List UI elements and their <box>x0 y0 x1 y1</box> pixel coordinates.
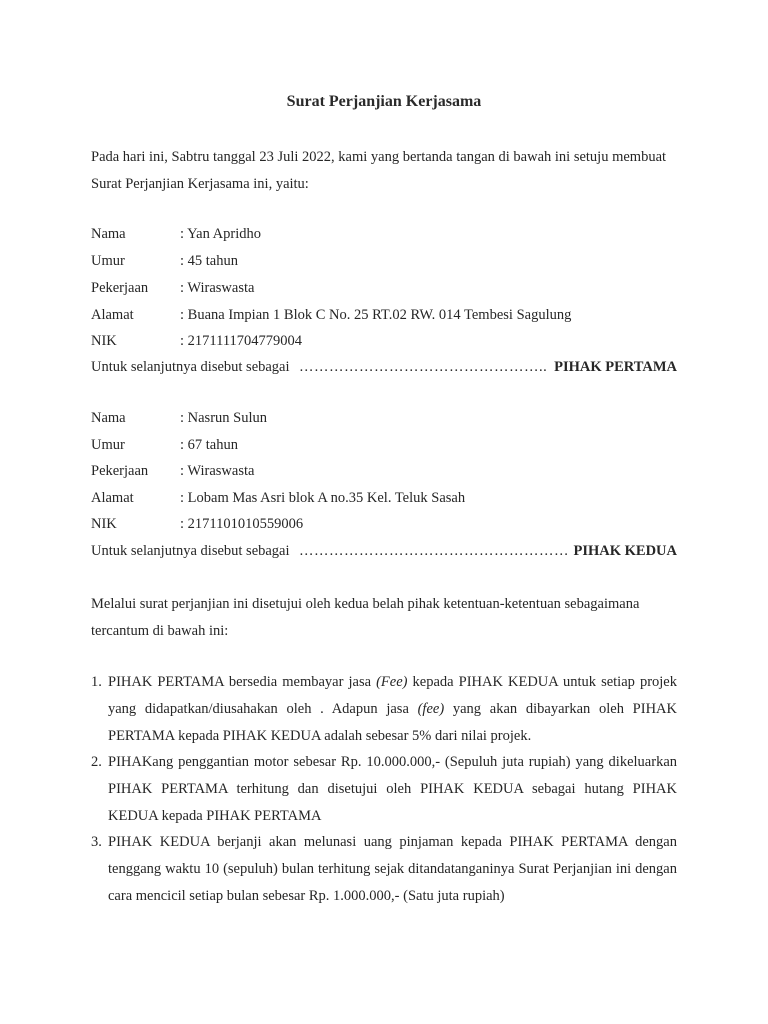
emphasis-text: (fee) <box>417 701 445 717</box>
field-row <box>91 221 681 248</box>
list-item <box>91 829 677 910</box>
field-label: Pekerjaan <box>91 280 149 296</box>
intro-paragraph: Pada hari ini, Sabtru tanggal 23 Juli 2022, kami yang bertanda tangan di bawah ini setuju membuat Surat Perjanjian Kerjasama ini, yaitu: <box>91 149 667 192</box>
field-value: : Yan Apridho <box>180 226 261 242</box>
designation-role: PIHAK KEDUA <box>573 543 677 559</box>
field-label: Alamat <box>91 307 134 323</box>
field-row <box>91 511 681 538</box>
field-label: NIK <box>91 516 117 532</box>
field-value: : 2171101010559006 <box>180 516 304 532</box>
field-value: : 67 tahun <box>180 437 238 453</box>
field-value: : 2171111704779004 <box>180 333 303 349</box>
designation-text: Untuk selanjutnya disebut sebagai <box>91 543 290 559</box>
designation-role: PIHAK PERTAMA <box>554 359 677 375</box>
clause-text: PIHAK KEDUA berjanji akan melunasi uang pinjaman kepada PIHAK PERTAMA dengan tenggang waktu 10 (sepuluh) bulan terhitung sejak ditandatanganinya Surat Perjanjian ini dengan cara mencicil setiap bulan sebesar Rp. 1.000.000,- (Satu juta rupiah) <box>108 834 677 904</box>
field-row <box>91 302 681 329</box>
clause-text: PIHAKang penggantian motor sebesar Rp. 10.000.000,- (Sepuluh juta rupiah) yang dikeluarkan PIHAK PERTAMA terhitung dan disetujui oleh PIHAK KEDUA sebagai hutang PIHAK KEDUA kepada PIHAK PERTAMA <box>108 754 677 824</box>
clause-number: 1. <box>91 674 102 690</box>
list-item <box>91 669 677 750</box>
document-title: Surat Perjanjian Kerjasama <box>286 93 482 110</box>
designation-line <box>91 354 677 381</box>
field-row <box>91 405 681 432</box>
field-label: Alamat <box>91 490 134 506</box>
field-value: : Wiraswasta <box>180 280 255 296</box>
designation-line <box>91 538 677 565</box>
designation-dots: ……………………………………………… <box>299 543 569 559</box>
field-row <box>91 485 681 512</box>
field-label: Nama <box>91 410 126 426</box>
agreement-intro-paragraph: Melalui surat perjanjian ini disetujui oleh kedua belah pihak ketentuan-ketentuan sebagaimana tercantum di bawah ini: <box>91 596 640 639</box>
field-label: Umur <box>91 253 125 269</box>
field-row <box>91 328 681 355</box>
field-label: Pekerjaan <box>91 463 149 479</box>
field-row <box>91 432 681 459</box>
field-row <box>91 458 681 485</box>
field-value: : Buana Impian 1 Blok C No. 25 RT.02 RW. 014 Tembesi Sagulung <box>180 307 572 323</box>
field-label: Umur <box>91 437 125 453</box>
field-row <box>91 275 681 302</box>
field-row <box>91 248 681 275</box>
field-label: Nama <box>91 226 126 242</box>
list-item <box>91 749 677 830</box>
field-value: : Lobam Mas Asri blok A no.35 Kel. Teluk Sasah <box>180 490 466 506</box>
field-label: NIK <box>91 333 117 349</box>
designation-dots: ………………………………………….. <box>299 359 548 375</box>
emphasis-text: (Fee) <box>376 674 408 690</box>
clause-number: 3. <box>91 834 102 850</box>
field-value: : 45 tahun <box>180 253 238 269</box>
field-value: : Nasrun Sulun <box>180 410 267 426</box>
clause-number: 2. <box>91 754 102 770</box>
field-value: : Wiraswasta <box>180 463 255 479</box>
clause-text: PIHAK PERTAMA bersedia membayar jasa (Fee) kepada PIHAK KEDUA untuk setiap projek yang didapatkan/diusahakan oleh . Adapun jasa (fee) yang akan dibayarkan oleh PIHAK PERTAMA kepada PIHAK KEDUA adalah sebesar 5% dari nilai projek. <box>108 674 677 744</box>
designation-text: Untuk selanjutnya disebut sebagai <box>91 359 290 375</box>
